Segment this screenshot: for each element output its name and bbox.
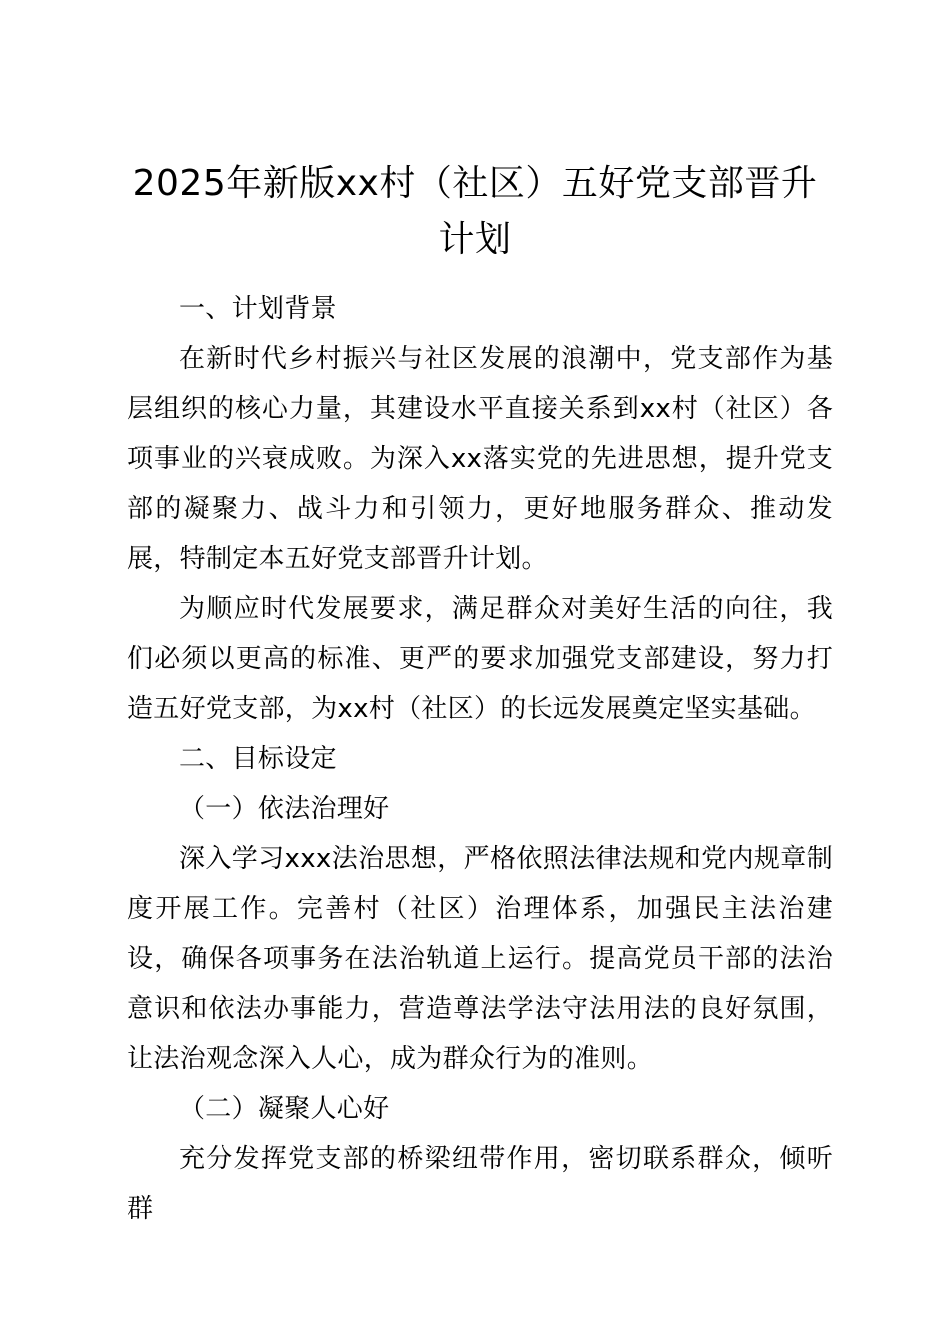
paragraph-background-1: 在新时代乡村振兴与社区发展的浪潮中，党支部作为基层组织的核心力量，其建设水平直接关系到xx村（社区）各项事业的兴衰成败。为深入xx落实党的先进思想，提升党支部的凝聚力、战斗力和引领力，更好地服务群众、推动发展，特制定本五好党支部晋升计划。 bbox=[127, 344, 833, 574]
subheading-rule-of-law: （一）依法治理好 bbox=[179, 794, 390, 824]
subheading-unity: （二）凝聚人心好 bbox=[179, 1094, 390, 1124]
section-heading-background: 一、计划背景 bbox=[179, 294, 337, 324]
document-body bbox=[127, 284, 833, 1234]
paragraph-unity: 充分发挥党支部的桥梁纽带作用，密切联系群众，倾听群 bbox=[127, 1144, 833, 1224]
document-title: 2025年新版xx村（社区）五好党支部晋升计划 bbox=[132, 163, 818, 260]
section-heading-goals: 二、目标设定 bbox=[179, 744, 337, 774]
paragraph-rule-of-law: 深入学习xxx法治思想，严格依照法律法规和党内规章制度开展工作。完善村（社区）治理体系，加强民主法治建设，确保各项事务在法治轨道上运行。提高党员干部的法治意识和依法办事能力，营造尊法学法守法用法的良好氛围，让法治观念深入人心，成为群众行为的准则。 bbox=[127, 844, 833, 1074]
paragraph-background-2: 为顺应时代发展要求，满足群众对美好生活的向往，我们必须以更高的标准、更严的要求加强党支部建设，努力打造五好党支部，为xx村（社区）的长远发展奠定坚实基础。 bbox=[127, 594, 833, 724]
